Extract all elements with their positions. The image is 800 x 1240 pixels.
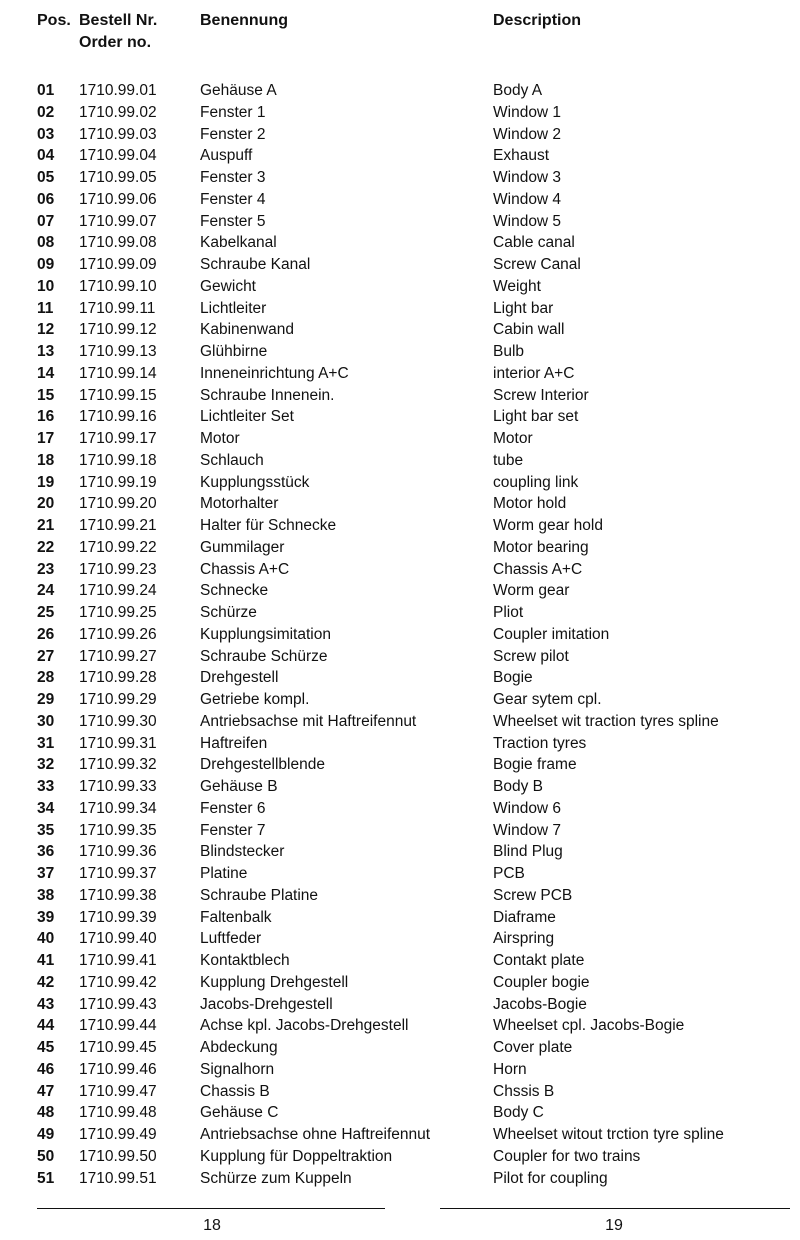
table-row — [0, 298, 800, 320]
table-row — [0, 776, 800, 798]
row-pos: 11 — [37, 299, 54, 317]
row-name: Auspuff — [200, 147, 253, 165]
row-pos: 08 — [37, 234, 55, 252]
row-pos: 39 — [37, 908, 55, 926]
table-row — [0, 232, 800, 254]
table-row — [0, 972, 800, 994]
row-order-number: 1710.99.51 — [79, 1169, 157, 1187]
row-description: Window 7 — [493, 821, 562, 839]
page-number-right: 19 — [605, 1217, 623, 1234]
footer-rule-left — [37, 1208, 385, 1209]
table-row — [0, 798, 800, 820]
row-description: Body C — [493, 1104, 544, 1122]
row-name: Lichtleiter Set — [200, 408, 294, 426]
row-name: Schraube Kanal — [200, 256, 311, 273]
row-description: Window 1 — [493, 103, 562, 121]
table-row — [0, 646, 800, 668]
table-row — [0, 385, 800, 407]
row-pos: 36 — [37, 843, 55, 861]
row-description: Body B — [493, 778, 543, 795]
row-order-number: 1710.99.12 — [79, 321, 157, 339]
row-pos: 14 — [37, 364, 55, 382]
table-row — [0, 80, 800, 102]
table-row — [0, 493, 800, 515]
row-name: Chassis A+C — [200, 560, 290, 578]
table-row — [0, 472, 800, 494]
row-pos: 20 — [37, 495, 55, 513]
row-name: Fenster 5 — [200, 212, 266, 230]
row-pos: 35 — [37, 821, 55, 839]
table-row — [0, 841, 800, 863]
row-order-number: 1710.99.47 — [79, 1082, 157, 1100]
row-order-number: 1710.99.50 — [79, 1147, 157, 1165]
table-row — [0, 624, 800, 646]
row-pos: 51 — [37, 1169, 55, 1187]
header-order-number — [79, 10, 157, 54]
table-row — [0, 102, 800, 124]
row-order-number: 1710.99.17 — [79, 430, 157, 447]
row-description: Wheelset wit traction tyres spline — [493, 712, 719, 730]
row-name: Fenster 6 — [200, 799, 266, 817]
row-pos: 25 — [37, 604, 55, 621]
table-row — [0, 689, 800, 711]
row-description: Wheelset witout trction tyre spline — [493, 1126, 724, 1143]
row-order-number: 1710.99.16 — [79, 408, 157, 426]
row-description: Window 5 — [493, 212, 562, 230]
row-description: Light bar — [493, 299, 554, 317]
row-description: Window 2 — [493, 125, 562, 143]
row-pos: 19 — [37, 473, 55, 491]
row-pos: 49 — [37, 1126, 55, 1143]
row-name: Motorhalter — [200, 495, 279, 513]
row-pos: 34 — [37, 799, 55, 817]
row-order-number: 1710.99.03 — [79, 125, 157, 143]
row-pos: 01 — [37, 82, 55, 99]
row-description: Cabin wall — [493, 321, 565, 339]
row-name: Halter für Schnecke — [200, 517, 337, 534]
row-order-number: 1710.99.30 — [79, 712, 157, 730]
row-description: Chssis B — [493, 1082, 555, 1100]
row-name: Antriebsachse mit Haftreifennut — [200, 712, 417, 730]
row-description: Horn — [493, 1060, 527, 1078]
row-name: Kupplung Drehgestell — [200, 973, 349, 991]
table-row — [0, 406, 800, 428]
row-description: Worm gear — [493, 582, 570, 600]
table-row — [0, 885, 800, 907]
row-name: Getriebe kompl. — [200, 691, 310, 708]
row-pos: 18 — [37, 451, 55, 469]
table-row — [0, 994, 800, 1016]
table-row — [0, 211, 800, 233]
row-pos: 04 — [37, 147, 55, 165]
row-description: Airspring — [493, 930, 555, 948]
table-row — [0, 602, 800, 624]
table-row — [0, 276, 800, 298]
parts-table — [0, 80, 800, 1189]
row-pos: 24 — [37, 582, 55, 600]
row-order-number: 1710.99.36 — [79, 843, 157, 861]
row-name: Gehäuse B — [200, 778, 278, 795]
row-pos: 30 — [37, 712, 55, 730]
row-order-number: 1710.99.09 — [79, 256, 157, 273]
row-name: Drehgestell — [200, 669, 279, 687]
row-pos: 27 — [37, 647, 55, 665]
row-order-number: 1710.99.28 — [79, 669, 157, 687]
row-description: coupling link — [493, 473, 579, 491]
row-name: Fenster 4 — [200, 190, 266, 208]
row-order-number: 1710.99.37 — [79, 865, 157, 882]
table-row — [0, 928, 800, 950]
row-order-number: 1710.99.08 — [79, 234, 157, 252]
row-name: Schürze — [200, 604, 257, 621]
row-pos: 41 — [37, 952, 55, 969]
row-name: Kontaktblech — [200, 952, 290, 969]
row-description: Chassis A+C — [493, 560, 583, 578]
row-pos: 21 — [37, 517, 55, 534]
row-name: Luftfeder — [200, 930, 262, 948]
table-row — [0, 1081, 800, 1103]
row-name: Haftreifen — [200, 734, 268, 752]
row-description: Gear sytem cpl. — [493, 691, 602, 708]
table-header — [0, 10, 800, 60]
row-pos: 12 — [37, 321, 55, 339]
table-row — [0, 1015, 800, 1037]
row-order-number: 1710.99.18 — [79, 451, 157, 469]
row-name: Fenster 3 — [200, 169, 266, 186]
row-pos: 40 — [37, 930, 55, 948]
header-name: Benennung — [200, 12, 288, 29]
row-pos: 28 — [37, 669, 55, 687]
table-row — [0, 1037, 800, 1059]
row-pos: 43 — [37, 995, 55, 1013]
table-row — [0, 515, 800, 537]
row-order-number: 1710.99.34 — [79, 799, 157, 817]
row-pos: 50 — [37, 1147, 55, 1165]
table-row — [0, 363, 800, 385]
row-name: Platine — [200, 865, 248, 882]
row-description: Exhaust — [493, 147, 550, 165]
table-row — [0, 450, 800, 472]
row-description: Coupler imitation — [493, 625, 610, 643]
row-description: Traction tyres — [493, 734, 587, 752]
row-name: Drehgestellblende — [200, 756, 325, 774]
row-order-number: 1710.99.21 — [79, 517, 157, 534]
row-pos: 23 — [37, 560, 55, 578]
row-description: Blind Plug — [493, 843, 563, 861]
row-pos: 44 — [37, 1017, 55, 1035]
row-pos: 48 — [37, 1104, 55, 1122]
row-name: Gehäuse A — [200, 82, 277, 99]
table-row — [0, 559, 800, 581]
row-order-number: 1710.99.31 — [79, 734, 157, 752]
row-description: Bogie — [493, 669, 533, 687]
row-description: interior A+C — [493, 364, 575, 382]
row-name: Chassis B — [200, 1082, 270, 1100]
row-name: Antriebsachse ohne Haftreifennut — [200, 1126, 431, 1143]
row-name: Signalhorn — [200, 1060, 275, 1078]
row-order-number: 1710.99.29 — [79, 691, 157, 708]
row-description: PCB — [493, 865, 525, 882]
row-pos: 09 — [37, 256, 55, 273]
row-order-number: 1710.99.49 — [79, 1126, 157, 1143]
table-row — [0, 733, 800, 755]
row-description: Motor hold — [493, 495, 567, 513]
row-pos: 38 — [37, 886, 55, 904]
row-description: Cable canal — [493, 234, 575, 252]
header-description: Description — [493, 12, 582, 29]
row-order-number: 1710.99.14 — [79, 364, 157, 382]
row-name: Jacobs-Drehgestell — [200, 995, 333, 1013]
row-description: Cover plate — [493, 1039, 573, 1056]
row-description: Window 6 — [493, 799, 562, 817]
row-order-number: 1710.99.15 — [79, 386, 157, 404]
row-order-number: 1710.99.27 — [79, 647, 157, 665]
row-pos: 47 — [37, 1082, 55, 1100]
row-description: Screw PCB — [493, 886, 573, 904]
table-row — [0, 820, 800, 842]
table-row — [0, 1102, 800, 1124]
row-pos: 33 — [37, 778, 55, 795]
table-row — [0, 754, 800, 776]
table-row — [0, 950, 800, 972]
row-order-number: 1710.99.02 — [79, 103, 157, 121]
row-pos: 45 — [37, 1039, 55, 1056]
row-name: Gehäuse C — [200, 1104, 279, 1122]
row-order-number: 1710.99.42 — [79, 973, 157, 991]
row-name: Blindstecker — [200, 843, 285, 861]
row-name: Motor — [200, 430, 240, 447]
row-name: Kupplung für Doppeltraktion — [200, 1147, 393, 1165]
row-name: Lichtleiter — [200, 299, 267, 317]
row-description: Wheelset cpl. Jacobs-Bogie — [493, 1017, 685, 1035]
row-order-number: 1710.99.11 — [79, 299, 156, 317]
table-row — [0, 1146, 800, 1168]
row-name: Schlauch — [200, 451, 264, 469]
row-name: Inneneinrichtung A+C — [200, 364, 349, 382]
row-order-number: 1710.99.48 — [79, 1104, 157, 1122]
row-order-number: 1710.99.04 — [79, 147, 157, 165]
row-order-number: 1710.99.41 — [79, 952, 157, 969]
row-order-number: 1710.99.38 — [79, 886, 157, 904]
row-order-number: 1710.99.25 — [79, 604, 157, 621]
row-name: Kabinenwand — [200, 321, 294, 339]
row-description: Weight — [493, 277, 541, 295]
row-order-number: 1710.99.35 — [79, 821, 157, 839]
table-row — [0, 167, 800, 189]
row-pos: 29 — [37, 691, 55, 708]
row-pos: 15 — [37, 386, 55, 404]
row-order-number: 1710.99.22 — [79, 538, 157, 556]
row-order-number: 1710.99.06 — [79, 190, 157, 208]
row-name: Schraube Innenein. — [200, 386, 335, 404]
row-description: Coupler bogie — [493, 973, 590, 991]
row-name: Achse kpl. Jacobs-Drehgestell — [200, 1017, 409, 1035]
header-order-en: Order no. — [79, 34, 152, 51]
row-description: Pilot for coupling — [493, 1169, 608, 1187]
row-description: Body A — [493, 82, 543, 99]
row-description: Bulb — [493, 343, 525, 360]
row-pos: 07 — [37, 212, 55, 230]
row-name: Schürze zum Kuppeln — [200, 1169, 352, 1187]
row-order-number: 1710.99.44 — [79, 1017, 157, 1035]
row-name: Abdeckung — [200, 1039, 278, 1056]
row-name: Kupplungsstück — [200, 473, 310, 491]
row-description: Light bar set — [493, 408, 579, 426]
table-row — [0, 189, 800, 211]
row-pos: 32 — [37, 756, 55, 774]
row-order-number: 1710.99.23 — [79, 560, 157, 578]
row-order-number: 1710.99.40 — [79, 930, 157, 948]
row-name: Fenster 2 — [200, 125, 266, 143]
row-description: Window 4 — [493, 190, 562, 208]
table-row — [0, 145, 800, 167]
table-row — [0, 537, 800, 559]
footer-rule-right — [440, 1208, 790, 1209]
row-pos: 31 — [37, 734, 55, 752]
table-row — [0, 580, 800, 602]
row-order-number: 1710.99.39 — [79, 908, 157, 926]
row-description: Screw Interior — [493, 386, 589, 404]
table-row — [0, 1059, 800, 1081]
table-row — [0, 319, 800, 341]
row-pos: 37 — [37, 865, 55, 882]
row-description: tube — [493, 451, 524, 469]
table-row — [0, 1124, 800, 1146]
row-name: Faltenbalk — [200, 908, 272, 926]
row-pos: 03 — [37, 125, 55, 143]
table-row — [0, 1168, 800, 1190]
row-name: Kabelkanal — [200, 234, 277, 252]
row-description: Motor — [493, 430, 533, 447]
row-pos: 46 — [37, 1060, 55, 1078]
row-name: Schnecke — [200, 582, 269, 600]
row-order-number: 1710.99.05 — [79, 169, 157, 186]
row-description: Contakt plate — [493, 952, 585, 969]
row-name: Gummilager — [200, 538, 285, 556]
row-name: Kupplungsimitation — [200, 625, 331, 643]
row-pos: 26 — [37, 625, 55, 643]
row-order-number: 1710.99.01 — [79, 82, 157, 99]
row-order-number: 1710.99.19 — [79, 473, 157, 491]
row-pos: 05 — [37, 169, 55, 186]
row-order-number: 1710.99.26 — [79, 625, 157, 643]
row-order-number: 1710.99.13 — [79, 343, 157, 360]
table-row — [0, 711, 800, 733]
row-pos: 16 — [37, 408, 55, 426]
table-row — [0, 428, 800, 450]
row-name: Gewicht — [200, 277, 256, 295]
row-description: Diaframe — [493, 908, 556, 926]
row-order-number: 1710.99.45 — [79, 1039, 157, 1056]
row-order-number: 1710.99.24 — [79, 582, 157, 600]
row-order-number: 1710.99.07 — [79, 212, 157, 230]
row-description: Pliot — [493, 604, 524, 621]
table-row — [0, 667, 800, 689]
row-description: Bogie frame — [493, 756, 577, 774]
row-order-number: 1710.99.10 — [79, 277, 157, 295]
table-row — [0, 907, 800, 929]
row-name: Schraube Platine — [200, 886, 319, 904]
row-pos: 17 — [37, 430, 55, 447]
row-name: Fenster 7 — [200, 821, 266, 839]
row-pos: 22 — [37, 538, 55, 556]
row-order-number: 1710.99.43 — [79, 995, 157, 1013]
row-pos: 13 — [37, 343, 55, 360]
row-description: Window 3 — [493, 169, 562, 186]
row-description: Motor bearing — [493, 538, 589, 556]
row-name: Schraube Schürze — [200, 647, 328, 665]
row-order-number: 1710.99.46 — [79, 1060, 157, 1078]
row-description: Worm gear hold — [493, 517, 603, 534]
row-pos: 06 — [37, 190, 55, 208]
table-row — [0, 254, 800, 276]
row-description: Coupler for two trains — [493, 1147, 641, 1165]
row-order-number: 1710.99.32 — [79, 756, 157, 774]
row-name: Fenster 1 — [200, 103, 266, 121]
row-pos: 42 — [37, 973, 55, 991]
row-description: Jacobs-Bogie — [493, 995, 587, 1013]
page-number-left: 18 — [203, 1217, 221, 1234]
header-pos: Pos. — [37, 12, 71, 29]
table-row — [0, 863, 800, 885]
table-row — [0, 124, 800, 146]
row-description: Screw Canal — [493, 256, 581, 273]
row-name: Glühbirne — [200, 343, 268, 360]
row-description: Screw pilot — [493, 647, 569, 665]
table-row — [0, 341, 800, 363]
row-pos: 10 — [37, 277, 55, 295]
row-order-number: 1710.99.20 — [79, 495, 157, 513]
header-order-de: Bestell Nr. — [79, 12, 158, 29]
row-pos: 02 — [37, 103, 55, 121]
row-order-number: 1710.99.33 — [79, 778, 157, 795]
